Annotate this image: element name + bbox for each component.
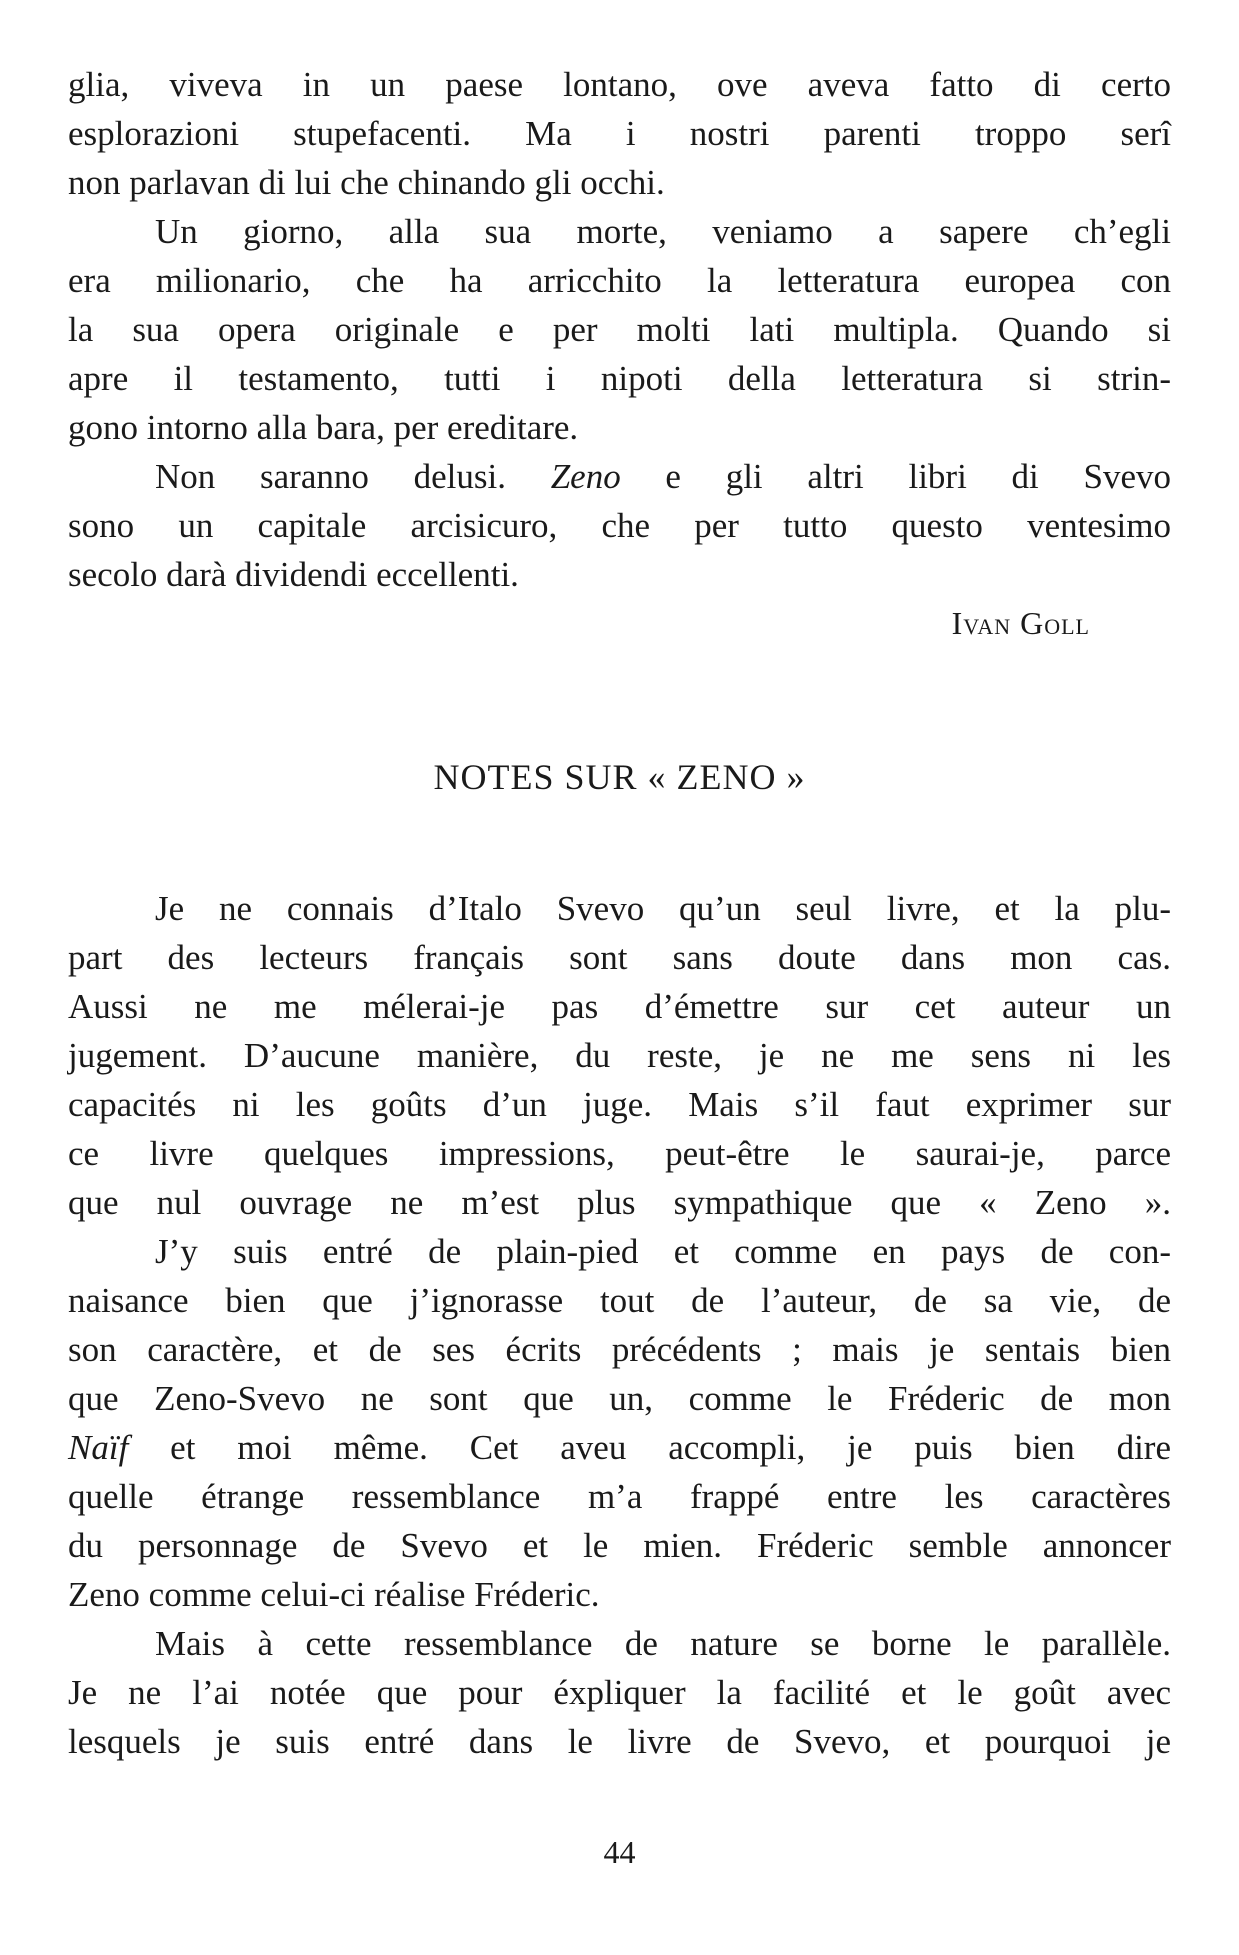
- text-run: esplorazioni stupefacenti. Ma i nostri parenti troppo serî: [68, 114, 1171, 153]
- text-run: sono un capitale arcisicuro, che per tutto questo ventesimo: [68, 506, 1171, 545]
- text-run: et moi même. Cet aveu accompli, je puis bien dire: [128, 1428, 1171, 1467]
- text-line: [68, 305, 1171, 354]
- text-line: [68, 1668, 1171, 1717]
- text-line: [68, 501, 1171, 550]
- text-line: [68, 1080, 1171, 1129]
- text-line: [68, 1129, 1171, 1178]
- text-line: [68, 1374, 1171, 1423]
- text-line: [68, 933, 1171, 982]
- text-run: ce livre quelques impressions, peut-être le saurai-je, parce: [68, 1134, 1171, 1173]
- text-run: Je ne l’ai notée que pour éxpliquer la facilité et le goût avec: [68, 1673, 1171, 1712]
- text-line: [155, 1619, 1171, 1668]
- text-run: era milionario, che ha arricchito la letteratura europea con: [68, 261, 1171, 300]
- text-run: J’y suis entré de plain-pied et comme en pays de con-: [155, 1232, 1171, 1271]
- text-line: [68, 1521, 1171, 1570]
- text-run: jugement. D’aucune manière, du reste, je ne me sens ni les: [68, 1036, 1171, 1075]
- text-run: que Zeno-Svevo ne sont que un, comme le Fréderic de mon: [68, 1379, 1171, 1418]
- text-line: [68, 1178, 1171, 1227]
- text-line: [155, 452, 1171, 501]
- text-line: [68, 60, 1171, 109]
- text-line: [155, 207, 1171, 256]
- text-line: [155, 1227, 1171, 1276]
- text-run: quelle étrange ressemblance m’a frappé entre les caractères: [68, 1477, 1171, 1516]
- italic-title: Zeno: [550, 457, 621, 496]
- text-line: [68, 550, 1171, 599]
- text-run: capacités ni les goûts d’un juge. Mais s’il faut exprimer sur: [68, 1085, 1171, 1124]
- text-line: [68, 1717, 1171, 1766]
- text-run: que nul ouvrage ne m’est plus sympathique que « Zeno ».: [68, 1183, 1171, 1222]
- text-run: Non saranno delusi.: [155, 457, 551, 496]
- page-number: 44: [603, 1834, 636, 1870]
- text-line: [155, 884, 1171, 933]
- author-signature: Ivan Goll: [951, 605, 1090, 641]
- text-run: du personnage de Svevo et le mien. Fréderic semble annoncer: [68, 1526, 1171, 1565]
- text-line: [68, 982, 1171, 1031]
- text-line: [68, 354, 1171, 403]
- text-run: apre il testamento, tutti i nipoti della letteratura si strin-: [68, 359, 1171, 398]
- text-line: [68, 1276, 1171, 1325]
- text-line: [68, 109, 1171, 158]
- text-run: naisance bien que j’ignorasse tout de l’auteur, de sa vie, de: [68, 1281, 1171, 1320]
- text-run: Un giorno, alla sua morte, veniamo a sapere ch’egli: [155, 212, 1171, 251]
- section-title: NOTES SUR « ZENO »: [433, 757, 806, 797]
- text-run: Mais à cette ressemblance de nature se borne le parallèle.: [155, 1624, 1171, 1663]
- text-run: Je ne connais d’Italo Svevo qu’un seul livre, et la plu-: [155, 889, 1171, 928]
- text-line: [68, 1423, 1171, 1472]
- text-run: part des lecteurs français sont sans doute dans mon cas.: [68, 938, 1171, 977]
- text-run: la sua opera originale e per molti lati multipla. Quando si: [68, 310, 1171, 349]
- text-line: [68, 403, 1171, 452]
- text-line: [68, 1031, 1171, 1080]
- text-run: glia, viveva in un paese lontano, ove aveva fatto di certo: [68, 65, 1171, 104]
- text-run: son caractère, et de ses écrits précédents ; mais je sentais bien: [68, 1330, 1171, 1369]
- text-line: [68, 256, 1171, 305]
- text-line: [68, 1325, 1171, 1374]
- text-line: [68, 1570, 1171, 1619]
- text-run: gono intorno alla bara, per ereditare.: [68, 408, 579, 447]
- italic-title: Naïf: [68, 1428, 129, 1467]
- text-run: non parlavan di lui che chinando gli occhi.: [68, 163, 665, 202]
- text-run: Zeno comme celui-ci réalise Fréderic.: [68, 1575, 600, 1614]
- text-run: secolo darà dividendi eccellenti.: [68, 555, 519, 594]
- text-line: [68, 1472, 1171, 1521]
- text-run: e gli altri libri di Svevo: [620, 457, 1171, 496]
- text-line: [68, 158, 1171, 207]
- text-run: lesquels je suis entré dans le livre de Svevo, et pourquoi je: [68, 1722, 1171, 1761]
- text-run: Aussi ne me mélerai-je pas d’émettre sur cet auteur un: [68, 987, 1171, 1026]
